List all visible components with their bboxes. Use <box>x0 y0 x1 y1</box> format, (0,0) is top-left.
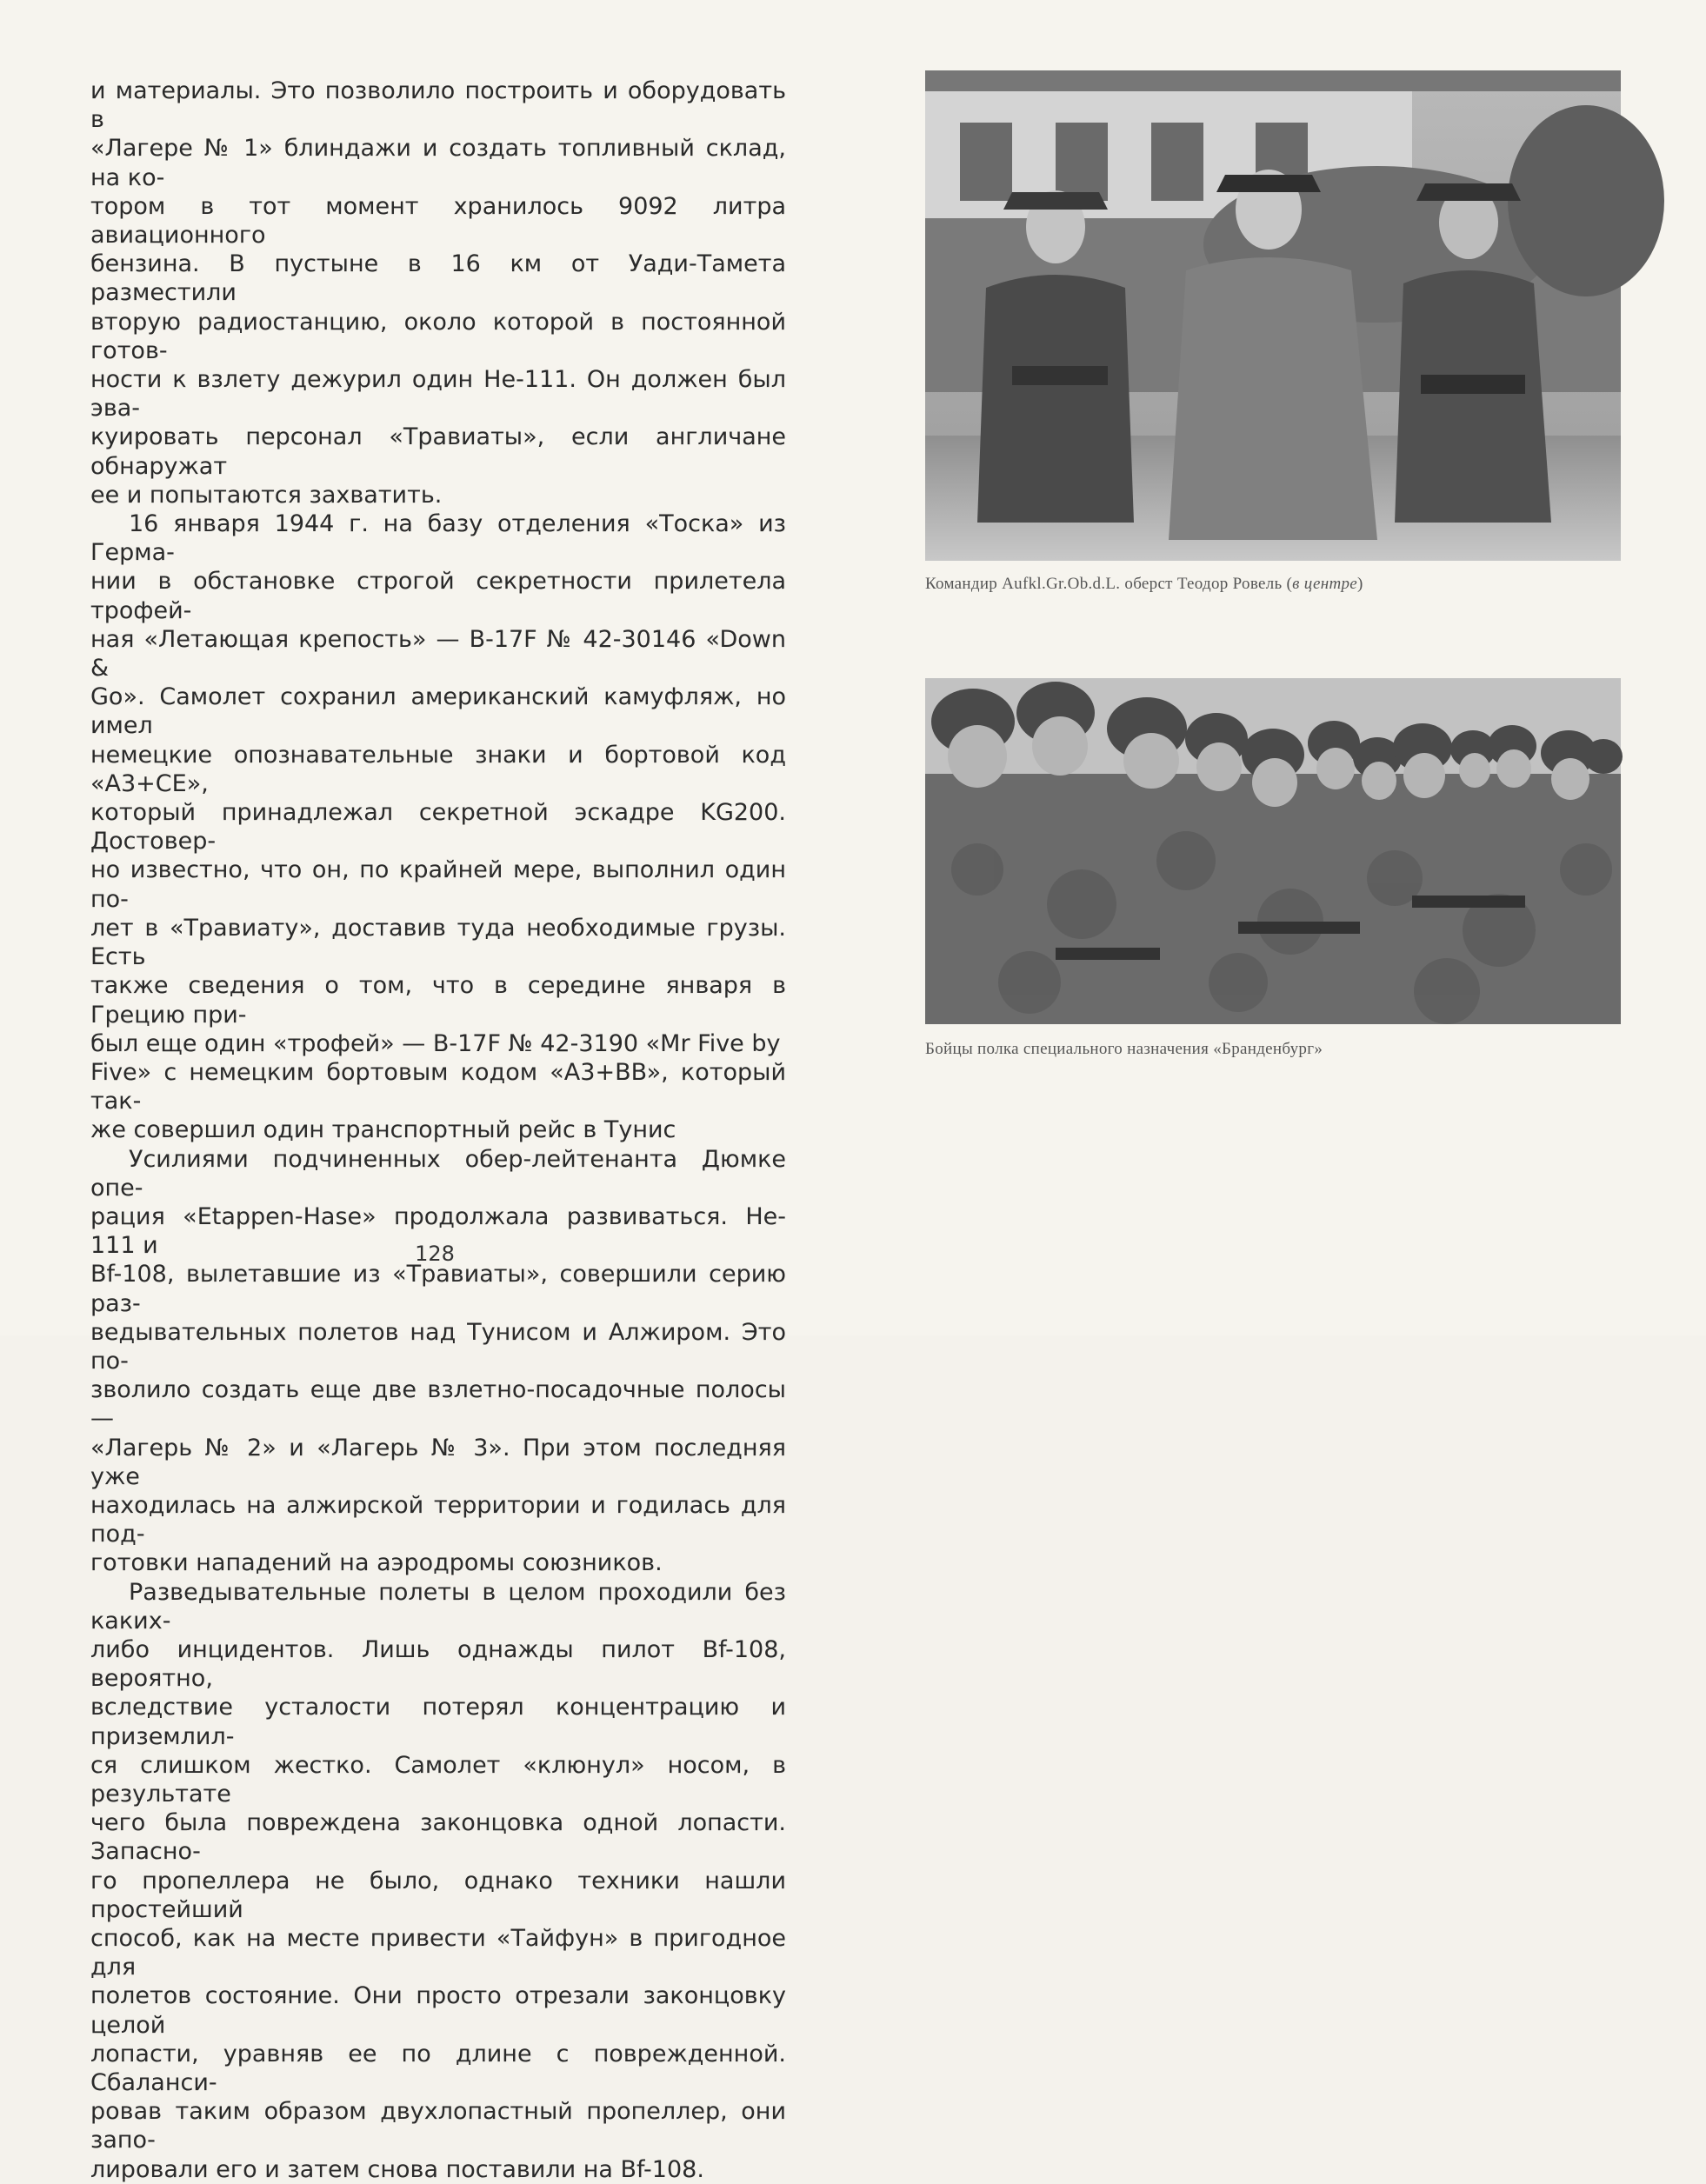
text-line: также сведения о том, что в середине января в Грецию при- <box>90 972 786 1029</box>
text-line: рация «Etappen-Hase» продолжала развиваться. He-111 и <box>90 1202 786 1260</box>
text-line: полетов состояние. Они просто отрезали законцовку целой <box>90 1982 786 2039</box>
text-line: либо инцидентов. Лишь однажды пилот Bf-108, вероятно, <box>90 1635 786 1693</box>
paragraph <box>90 77 786 509</box>
text-line: ровав таким образом двухлопастный пропеллер, они запо- <box>90 2098 786 2154</box>
text-line: но известно, что он, по крайней мере, выполнил один по- <box>90 856 786 913</box>
text-line: готовки нападений на аэродромы союзников. <box>90 1549 663 1577</box>
text-line: Bf-108, вылетавшие из «Травиаты», совершили серию раз- <box>90 1261 786 1317</box>
page-number: 128 <box>415 1242 455 1266</box>
text-line: был еще один «трофей» — В-17F № 42-3190 «Mr Five by <box>90 1029 781 1057</box>
text-line: тором в тот момент хранилось 9092 литра авиационного <box>90 192 786 250</box>
text-line: Five» с немецким бортовым кодом «A3+BB», который так- <box>90 1058 786 1115</box>
text-line: чего была повреждена законцовка одной лопасти. Запасно- <box>90 1809 786 1866</box>
caption-italic-text: в центре <box>1292 575 1358 593</box>
text-line: бензина. В пустыне в 16 км от Уади-Тамета разместили <box>90 250 786 307</box>
text-line: способ, как на месте привести «Тайфун» в пригодное для <box>90 1925 786 1981</box>
text-line: зволило создать еще две взлетно-посадочные полосы — <box>90 1376 786 1433</box>
text-line: Усилиями подчиненных обер-лейтенанта Дюмке опе- <box>90 1145 786 1202</box>
text-line: находилась на алжирской территории и годилась для под- <box>90 1491 786 1548</box>
text-line: нии в обстановке строгой секретности прилетела трофей- <box>90 568 786 624</box>
text-line: ности к взлету дежурил один He-111. Он должен был эва- <box>90 366 786 423</box>
text-line: же совершил один транспортный рейс в Тунис <box>90 1116 676 1144</box>
text-line: «Лагерь № 2» и «Лагерь № 3». При этом последняя уже <box>90 1434 786 1490</box>
text-line: лопасти, уравняв ее по длине с поврежденной. Сбаланси- <box>90 2040 786 2097</box>
text-line: немецкие опознавательные знаки и бортовой код «A3+CE», <box>90 741 786 797</box>
text-line: вторую радиостанцию, около которой в постоянной готов- <box>90 308 786 364</box>
body-text <box>90 77 786 2184</box>
photo-officers-image <box>925 70 1621 561</box>
paragraph <box>90 509 786 1144</box>
photo-officers-caption <box>925 575 1621 594</box>
text-line: лировали его и затем снова поставили на Bf-108. <box>90 2155 704 2183</box>
caption-end-text: ) <box>1357 575 1363 593</box>
text-line: вследствие усталости потерял концентрацию и приземлил- <box>90 1694 786 1750</box>
photo-officers <box>925 70 1621 561</box>
caption-main-text: Командир Aufkl.Gr.Ob.d.L. оберст Теодор Ровель ( <box>925 575 1293 593</box>
text-line: Разведывательные полеты в целом проходили без каких- <box>90 1578 786 1635</box>
text-line: куировать персонал «Травиаты», если англичане обнаружат <box>90 423 786 480</box>
paragraph <box>90 1578 786 2184</box>
photo-soldiers-image <box>925 678 1621 1024</box>
paragraph <box>90 1145 786 1578</box>
text-line: 16 января 1944 г. на базу отделения «Тоска» из Герма- <box>90 510 786 567</box>
photo-soldiers-caption: Бойцы полка специального назначения «Бранденбург» <box>925 1040 1323 1058</box>
text-line: ее и попытаются захватить. <box>90 481 443 509</box>
text-line: ная «Летающая крепость» — В-17F № 42-30146 «Down & <box>90 625 786 682</box>
text-line: ся слишком жестко. Самолет «клюнул» носом, в результате <box>90 1751 786 1808</box>
text-line: который принадлежал секретной эскадре KG200. Достовер- <box>90 799 786 856</box>
right-page <box>870 0 1706 1335</box>
text-line: го пропеллера не было, однако техники нашли простейший <box>90 1867 786 1923</box>
text-line: «Лагере № 1» блиндажи и создать топливный склад, на ко- <box>90 135 786 191</box>
text-line: ведывательных полетов над Тунисом и Алжиром. Это по- <box>90 1318 786 1375</box>
text-line: лет в «Травиату», доставив туда необходимые грузы. Есть <box>90 914 786 971</box>
text-line: Go». Самолет сохранил американский камуфляж, но имел <box>90 683 786 740</box>
photo-soldiers <box>925 678 1621 1024</box>
text-line: и материалы. Это позволило построить и оборудовать в <box>90 77 786 134</box>
